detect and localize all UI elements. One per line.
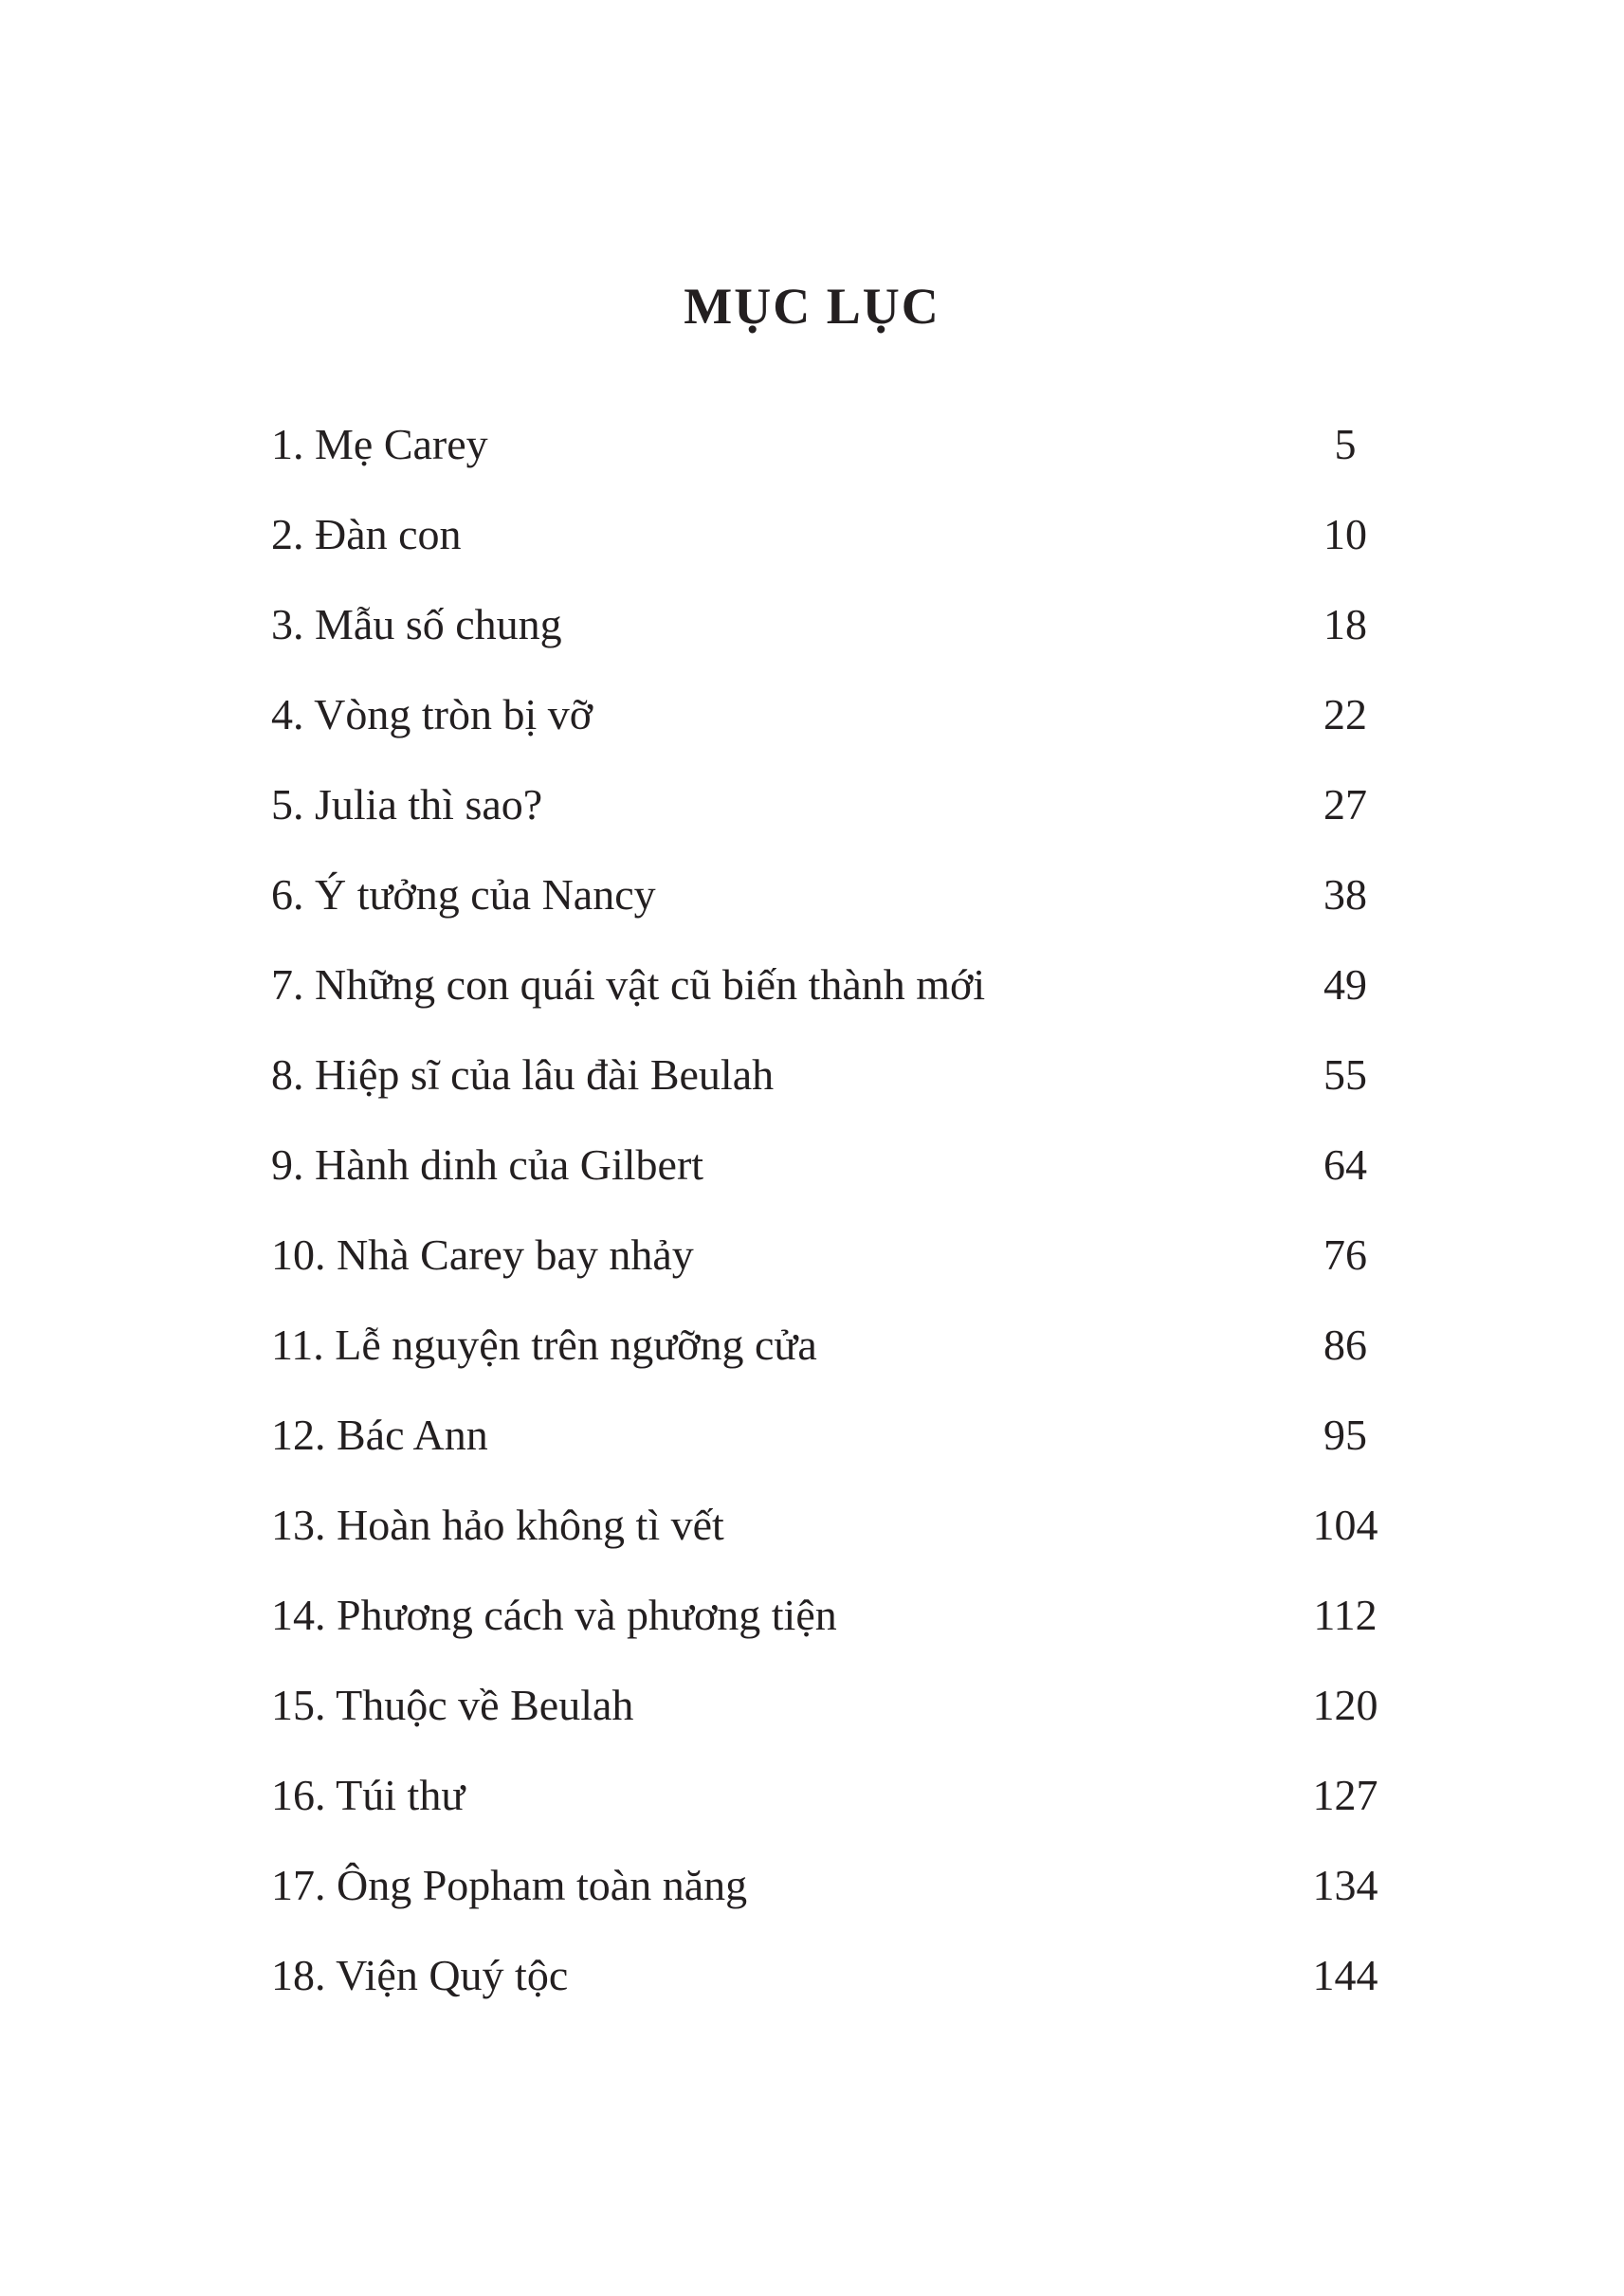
toc-entry-page: 64 [1323, 1140, 1367, 1189]
toc-entry [271, 1315, 1418, 1405]
toc-entry-page: 112 [1313, 1591, 1378, 1639]
toc-entry-title: 6. Ý tưởng của Nancy [271, 870, 656, 919]
page-title: MỤC LỤC [684, 278, 940, 336]
toc-entry [271, 1765, 1418, 1855]
toc-entry [271, 1855, 1418, 1945]
toc-entry [271, 414, 1418, 504]
toc-entry-title: 5. Julia thì sao? [271, 780, 543, 829]
toc-entry [271, 1675, 1418, 1765]
toc-entry-page: 38 [1323, 870, 1367, 919]
toc-entry-title: 7. Những con quái vật cũ biến thành mới [271, 960, 986, 1009]
toc-entry-title: 17. Ông Popham toàn năng [271, 1861, 748, 1909]
toc-entry-title: 11. Lễ nguyện trên ngưỡng cửa [271, 1321, 817, 1369]
toc-entry [271, 684, 1418, 774]
toc-entry-page: 5 [1334, 420, 1357, 468]
toc-entry-page: 49 [1323, 960, 1367, 1009]
toc-entry [271, 1405, 1418, 1495]
toc-entry-title: 10. Nhà Carey bay nhảy [271, 1230, 694, 1279]
toc-entry [271, 955, 1418, 1045]
toc-entry [271, 504, 1418, 594]
toc-entry-title: 3. Mẫu số chung [271, 600, 562, 648]
toc-entry-title: 9. Hành dinh của Gilbert [271, 1140, 704, 1189]
toc-entry-title: 16. Túi thư [271, 1771, 465, 1819]
toc-entry-page: 18 [1323, 600, 1367, 648]
toc-entry [271, 1225, 1418, 1315]
toc-entry-page: 134 [1312, 1861, 1378, 1909]
toc-entry-title: 8. Hiệp sĩ của lâu đài Beulah [271, 1050, 775, 1099]
toc-entry [271, 1495, 1418, 1585]
table-of-contents [271, 414, 1418, 2035]
toc-entry-title: 18. Viện Quý tộc [271, 1951, 569, 1999]
toc-entry-title: 14. Phương cách và phương tiện [271, 1591, 837, 1639]
toc-entry-page: 10 [1323, 510, 1367, 558]
toc-entry [271, 865, 1418, 955]
toc-entry [271, 594, 1418, 684]
toc-entry [271, 1945, 1418, 2035]
toc-entry-title: 15. Thuộc về Beulah [271, 1681, 634, 1729]
toc-entry [271, 1045, 1418, 1135]
toc-entry-title: 12. Bác Ann [271, 1411, 488, 1459]
toc-entry-page: 120 [1312, 1681, 1378, 1729]
toc-entry [271, 1585, 1418, 1675]
toc-entry-page: 127 [1312, 1771, 1378, 1819]
toc-entry-page: 95 [1323, 1411, 1367, 1459]
toc-entry-page: 27 [1323, 780, 1367, 829]
toc-entry [271, 1135, 1418, 1225]
toc-entry-title: 1. Mẹ Carey [271, 420, 488, 468]
toc-entry-page: 22 [1323, 690, 1367, 738]
toc-entry-page: 144 [1312, 1951, 1378, 1999]
toc-entry-page: 86 [1323, 1321, 1367, 1369]
toc-entry-title: 4. Vòng tròn bị vỡ [271, 690, 593, 738]
toc-entry-page: 104 [1312, 1501, 1378, 1549]
toc-entry [271, 774, 1418, 865]
toc-entry-title: 2. Đàn con [271, 510, 462, 558]
toc-entry-title: 13. Hoàn hảo không tì vết [271, 1501, 724, 1549]
toc-entry-page: 55 [1323, 1050, 1367, 1099]
toc-entry-page: 76 [1323, 1230, 1367, 1279]
